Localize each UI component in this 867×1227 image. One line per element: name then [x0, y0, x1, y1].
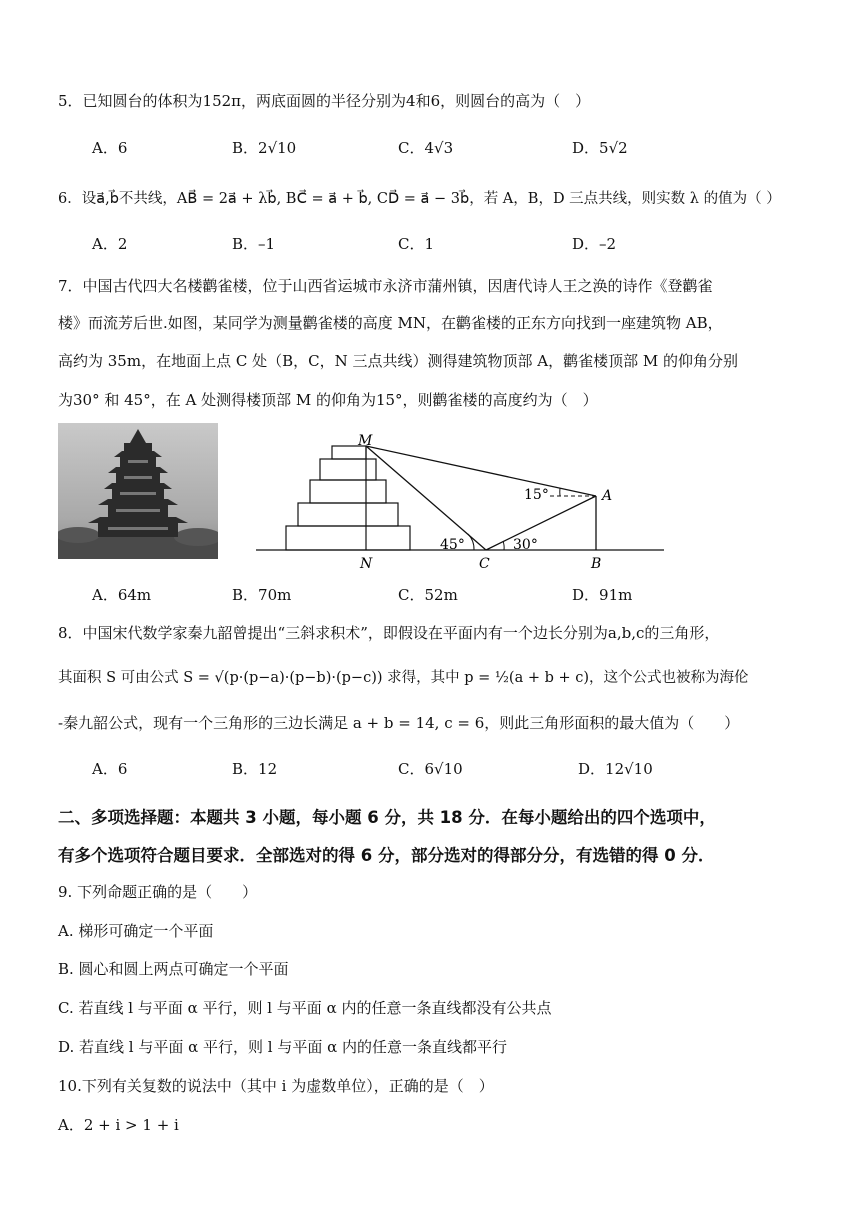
label-n: N	[360, 556, 373, 572]
label-b: B	[591, 556, 602, 572]
q7-line-4: 为30° 和 45°，在 A 处测得楼顶部 M 的仰角为15°，则鹳雀楼的高度约为（ ）	[58, 391, 598, 409]
q9-stem: 9. 下列命题正确的是（ ）	[58, 883, 258, 901]
section-2-heading-line-1: 二、多项选择题：本题共 3 小题，每小题 6 分，共 18 分．在每小题给出的四个选项中，	[58, 808, 716, 827]
q8-option-c: C．6√10	[398, 760, 463, 778]
q8-option-a: A．6	[92, 760, 128, 778]
q8-option-d: D．12√10	[578, 760, 653, 778]
q9-option-c: C. 若直线 l 与平面 α 平行，则 l 与平面 α 内的任意一条直线都没有公共点	[58, 999, 552, 1017]
q7-line-3: 高约为 35m，在地面上点 C 处（B，C，N 三点共线）测得建筑物顶部 A，鹳雀楼顶部 M 的仰角分别	[58, 352, 738, 370]
q8-line-3: -秦九韶公式，现有一个三角形的三边长满足 a + b = 14, c = 6，则此三角形面积的最大值为（ ）	[58, 714, 740, 732]
q7-line-2: 楼》而流芳后世.如图，某同学为测量鹳雀楼的高度 MN，在鹳雀楼的正东方向找到一座建筑物 AB，	[58, 314, 723, 332]
q6-option-b: B．–1	[232, 235, 276, 253]
section-2-heading-line-2: 有多个选项符合题目要求．全部选对的得 6 分，部分选对的得部分分，有选错的得 0 分．	[58, 846, 715, 865]
q6-option-c: C．1	[398, 235, 435, 253]
q5-option-c: C．4√3	[398, 139, 454, 157]
q8-option-b: B．12	[232, 760, 278, 778]
label-a: A	[602, 488, 613, 504]
q5-option-a: A．6	[92, 139, 128, 157]
q7-option-d: D．91m	[572, 586, 633, 604]
q7-option-b: B．70m	[232, 586, 292, 604]
angle-30-label: 30°	[513, 537, 538, 553]
pagoda-photo	[58, 423, 218, 559]
q7-option-c: C．52m	[398, 586, 458, 604]
q10-stem: 10.下列有关复数的说法中（其中 i 为虚数单位），正确的是（ ）	[58, 1077, 494, 1095]
q10-option-a: A．2 + i > 1 + i	[58, 1116, 179, 1134]
q9-option-a: A. 梯形可确定一个平面	[58, 922, 214, 940]
label-c: C	[479, 556, 490, 572]
q6-stem: 6．设a⃗,b⃗不共线，AB⃗ = 2a⃗ + λb⃗, BC⃗ = a⃗ + b⃗, CD⃗ = a⃗ − 3b⃗，若 A，B，D 三点共线，则实数 λ 的值为（ ）	[58, 191, 781, 207]
q9-option-b: B. 圆心和圆上两点可确定一个平面	[58, 960, 289, 978]
q6-option-d: D．–2	[572, 235, 617, 253]
q7-option-a: A．64m	[92, 586, 152, 604]
q5-stem: 5．已知圆台的体积为152π，两底面圆的半径分别为4和6，则圆台的高为（ ）	[58, 92, 591, 110]
q7-line-1: 7．中国古代四大名楼鹳雀楼，位于山西省运城市永济市蒲州镇，因唐代诗人王之涣的诗作《登鹳雀	[58, 277, 713, 295]
q8-line-1: 8．中国宋代数学家秦九韶曾提出“三斜求积术”，即假设在平面内有一个边长分别为a,b,c的三角形，	[58, 624, 720, 642]
q6-option-a: A．2	[92, 235, 128, 253]
angle-45-label: 45°	[440, 537, 465, 553]
q5-option-b: B．2√10	[232, 139, 297, 157]
label-m: M	[358, 433, 373, 449]
q8-line-2: 其面积 S 可由公式 S = √(p·(p−a)·(p−b)·(p−c)) 求得，其中 p = ½(a + b + c)，这个公式也被称为海伦	[58, 670, 749, 686]
q9-option-d: D. 若直线 l 与平面 α 平行，则 l 与平面 α 内的任意一条直线都平行	[58, 1038, 508, 1056]
tower-geometry-diagram	[250, 426, 670, 580]
q5-option-d: D．5√2	[572, 139, 628, 157]
angle-15-label: 15°	[524, 487, 549, 503]
